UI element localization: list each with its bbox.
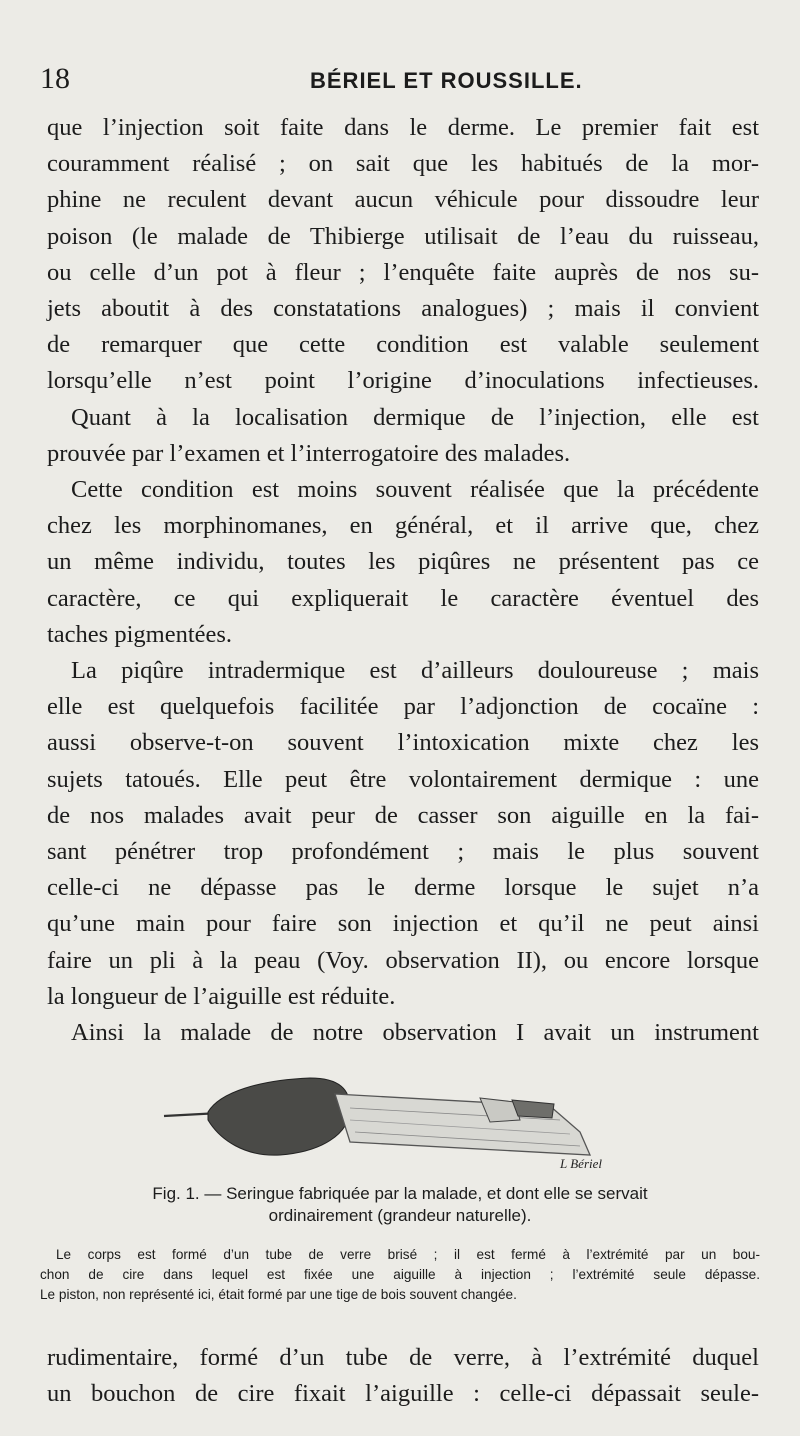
page-number: 18 (40, 62, 70, 95)
broken-glass-drawing (512, 1100, 554, 1118)
text-line: aussi observe-t-on souvent l’intoxication mixte chez les (47, 729, 759, 757)
wax-plug-drawing (208, 1078, 350, 1155)
text-line: un même individu, toutes les piqûres ne présentent pas ce (47, 548, 759, 576)
text-line: qu’une main pour faire son injection et qu’il ne peut ainsi (47, 910, 759, 938)
text-line: Quant à la localisation dermique de l’injection, elle est (71, 403, 759, 431)
body-text-continued (47, 1340, 759, 1412)
text-line: celle-ci ne dépasse pas le derme lorsque le sujet n’a (47, 874, 759, 902)
text-line: taches pigmentées. (47, 620, 233, 648)
legend-line: Le piston, non représenté ici, était formé par une tige de bois souvent changée. (40, 1287, 517, 1302)
figure-caption (40, 1183, 760, 1227)
legend-line: Le corps est formé d’un tube de verre brisé ; il est fermé à l’extrémité par un bou- (56, 1247, 760, 1262)
text-line: poison (le malade de Thibierge utilisait de l’eau du ruisseau, (47, 222, 759, 250)
text-line: jets aboutit à des constatations analogues) ; mais il convient (47, 295, 759, 323)
text-line: couramment réalisé ; on sait que les habitués de la mor- (47, 150, 759, 178)
text-line: rudimentaire, formé d’un tube de verre, à l’extrémité duquel (47, 1344, 759, 1371)
running-title: BÉRIEL ET ROUSSILLE. (310, 68, 583, 93)
text-line: Cette condition est moins souvent réalisée que la précédente (71, 476, 759, 504)
text-line: chez les morphinomanes, en général, et il arrive que, chez (47, 512, 759, 540)
text-line: de nos malades avait peur de casser son aiguille en la fai- (47, 801, 759, 829)
text-line: lorsqu’elle n’est point l’origine d’inoculations infectieuses. (47, 367, 759, 395)
text-line: Ainsi la malade de notre observation I avait un instrument (71, 1019, 759, 1047)
glass-tube-drawing (335, 1094, 590, 1155)
caption-line: Fig. 1. — Seringue fabriquée par la malade, et dont elle se servait (152, 1184, 648, 1203)
text-line: faire un pli à la peau (Voy. observation II), ou encore lorsque (47, 946, 759, 974)
artist-signature: L Bériel (560, 1156, 603, 1171)
text-line: La piqûre intradermique est d’ailleurs douloureuse ; mais (71, 657, 759, 685)
body-text (47, 110, 759, 1051)
text-line: sujets tatoués. Elle peut être volontairement dermique : une (47, 765, 759, 793)
text-line: prouvée par l’examen et l’interrogatoire des malades. (47, 439, 571, 467)
figure-legend (40, 1245, 760, 1305)
caption-line: ordinairement (grandeur naturelle). (268, 1206, 532, 1225)
syringe-illustration (150, 1060, 630, 1180)
text-line: que l’injection soit faite dans le derme. Le premier fait est (47, 114, 759, 141)
text-line: la longueur de l’aiguille est réduite. (47, 982, 396, 1010)
text-line: un bouchon de cire fixait l’aiguille : celle-ci dépassait seule- (47, 1380, 759, 1408)
text-line: sant pénétrer trop profondément ; mais le plus souvent (47, 838, 759, 866)
text-line: caractère, ce qui expliquerait le caractère éventuel des (47, 584, 759, 612)
text-line: elle est quelquefois facilitée par l’adjonction de cocaïne : (47, 693, 759, 721)
text-line: de remarquer que cette condition est valable seulement (47, 331, 759, 359)
text-line: ou celle d’un pot à fleur ; l’enquête faite auprès de nos su- (47, 258, 759, 286)
page-header (40, 62, 752, 102)
text-line: phine ne reculent devant aucun véhicule pour dissoudre leur (47, 186, 759, 214)
legend-line: chon de cire dans lequel est fixée une aiguille à injection ; l’extrémité seule dépasse. (40, 1267, 760, 1282)
